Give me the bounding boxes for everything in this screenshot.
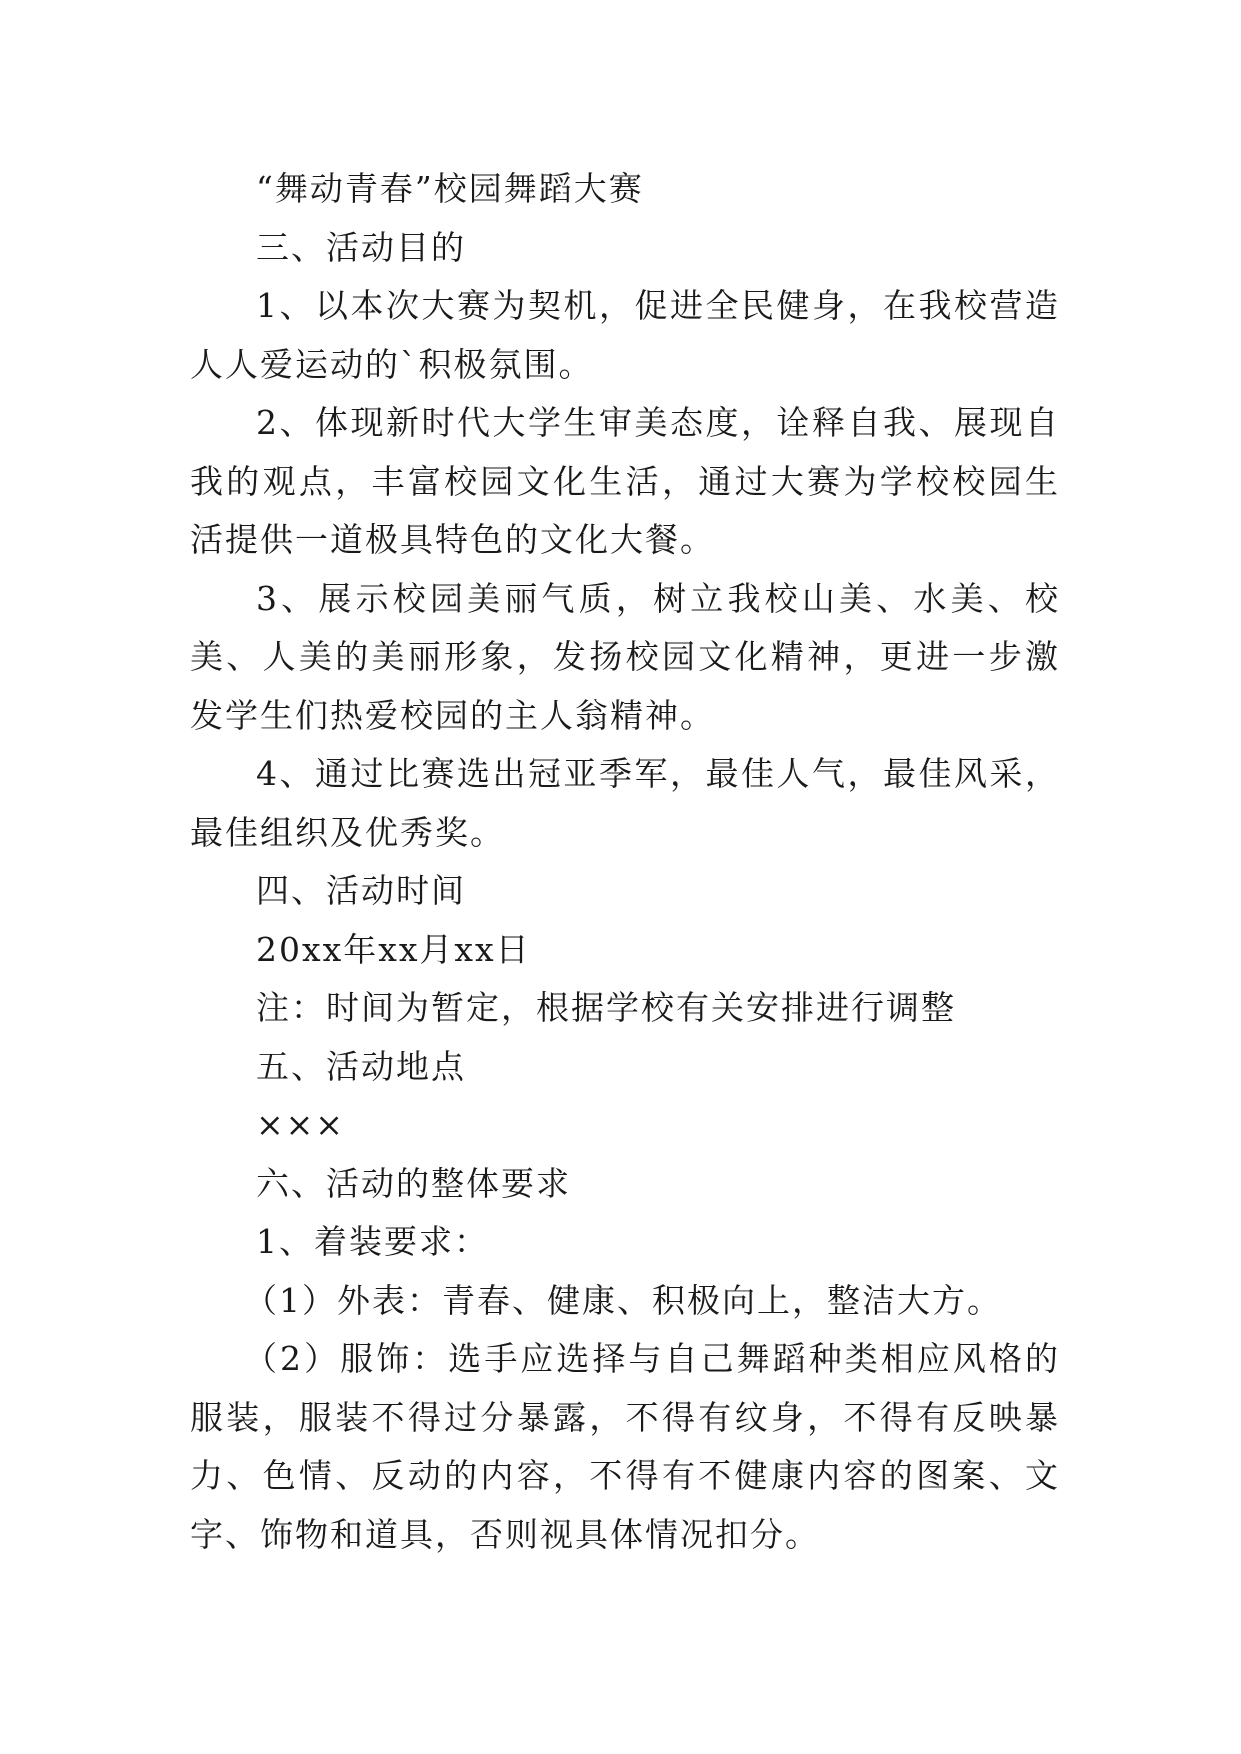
document-body <box>190 160 1060 1564</box>
section-heading-requirements: 六、活动的整体要求 <box>256 1163 571 1203</box>
event-location: ××× <box>256 1105 345 1144</box>
section-heading-time: 四、活动时间 <box>256 871 466 910</box>
purpose-item-1: 1、以本次大赛为契机，促进全民健身，在我校营造人人爱运动的`积极氛围。 <box>190 286 1060 384</box>
requirement-appearance: （1）外表：青春、健康、积极向上，整洁大方。 <box>244 1280 1002 1320</box>
event-title: “舞动青春”校园舞蹈大赛 <box>256 169 644 208</box>
purpose-item-3: 3、展示校园美丽气质，树立我校山美、水美、校美、人美的美丽形象，发扬校园文化精神，更进一步激发学生们热爱校园的主人翁精神。 <box>190 578 1060 735</box>
section-heading-location: 五、活动地点 <box>256 1046 466 1086</box>
purpose-item-2: 2、体现新时代大学生审美态度，诠释自我、展现自我的观点，丰富校园文化生活，通过大赛为学校校园生活提供一道极具特色的文化大餐。 <box>190 403 1060 559</box>
requirement-costume: （2）服饰：选手应选择与自己舞蹈种类相应风格的服装，服装不得过分暴露，不得有纹身，不得有反映暴力、色情、反动的内容，不得有不健康内容的图案、文字、饰物和道具，否则视具体情况扣分。 <box>190 1339 1060 1554</box>
time-note: 注：时间为暂定，根据学校有关安排进行调整 <box>256 988 956 1027</box>
purpose-item-4: 4、通过比赛选出冠亚季军，最佳人气，最佳风采，最佳组织及优秀奖。 <box>190 754 1060 852</box>
event-date: 20xx年xx月xx日 <box>256 929 531 969</box>
section-heading-purpose: 三、活动目的 <box>256 227 466 267</box>
requirement-dress: 1、着装要求： <box>256 1222 489 1261</box>
